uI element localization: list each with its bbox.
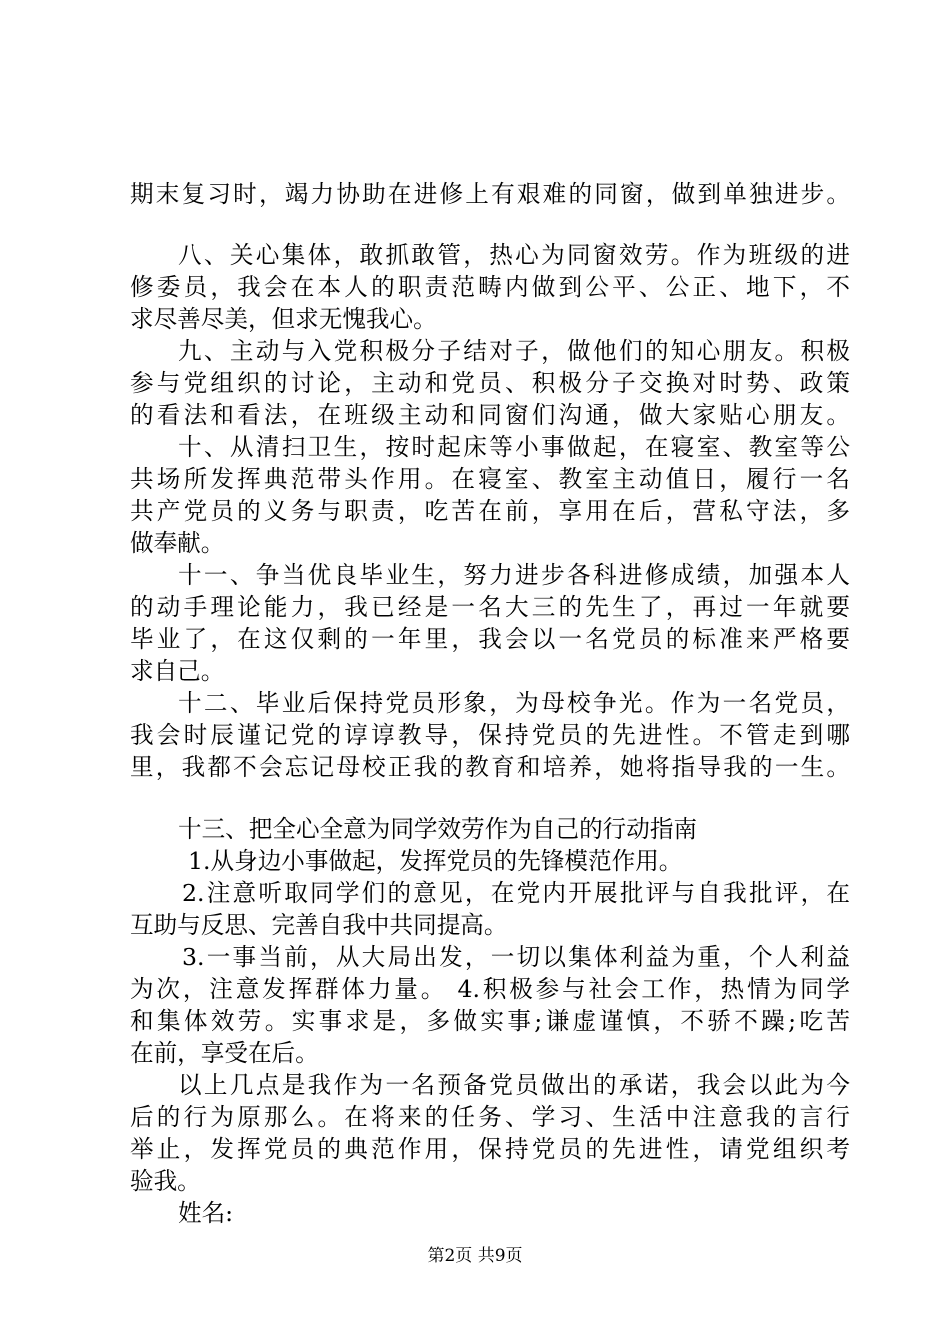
text-line: 参与党组织的讨论，主动和党员、积极分子交换对时势、政策 <box>130 369 850 397</box>
text-line: 求自己。 <box>130 657 225 685</box>
signature-name-label: 姓名: <box>178 1199 234 1227</box>
text-line: 求尽善尽美，但求无愧我心。 <box>130 305 437 333</box>
text-line: 做奉献。 <box>130 529 225 557</box>
text-line: 3.一事当前，从大局出发，一切以集体利益为重，个人利益 <box>182 943 850 971</box>
text-line: 十二、毕业后保持党员形象，为母校争光。作为一名党员， <box>178 689 850 717</box>
text-line: 的动手理论能力，我已经是一名大三的先生了，再过一年就要 <box>130 593 850 621</box>
text-line: 为次，注意发挥群体力量。 4.积极参与社会工作，热情为同学 <box>130 975 850 1003</box>
page-footer: 第2页 共9页 <box>427 1246 523 1266</box>
text-line: 举止，发挥党员的典范作用，保持党员的先进性，请党组织考 <box>130 1135 850 1163</box>
text-line: 1.从身边小事做起，发挥党员的先锋模范作用。 <box>188 847 683 875</box>
text-line: 共产党员的义务与职责，吃苦在前，享用在后，营私守法，多 <box>130 497 850 525</box>
text-line: 后的行为原那么。在将来的任务、学习、生活中注意我的言行 <box>130 1103 850 1131</box>
text-line: 共场所发挥典范带头作用。在寝室、教室主动值日，履行一名 <box>130 465 850 493</box>
text-line: 验我。 <box>130 1167 201 1195</box>
text-line: 修委员，我会在本人的职责范畴内做到公平、公正、地下，不 <box>130 273 850 301</box>
text-line: 毕业了，在这仅剩的一年里，我会以一名党员的标准来严格要 <box>130 625 850 653</box>
text-line: 九、主动与入党积极分子结对子，做他们的知心朋友。积极 <box>178 337 850 365</box>
text-line: 的看法和看法，在班级主动和同窗们沟通，做大家贴心朋友。 <box>130 401 850 429</box>
text-line: 2.注意听取同学们的意见，在党内开展批评与自我批评，在 <box>182 879 850 907</box>
text-line: 互助与反思、完善自我中共同提高。 <box>130 911 508 939</box>
text-line: 十三、把全心全意为同学效劳作为自己的行动指南 <box>178 815 698 843</box>
text-line: 我会时辰谨记党的谆谆教导，保持党员的先进性。不管走到哪 <box>130 721 850 749</box>
text-line: 和集体效劳。实事求是，多做实事;谦虚谨慎，不骄不躁;吃苦 <box>130 1007 850 1035</box>
text-line: 里，我都不会忘记母校正我的教育和培养，她将指导我的一生。 <box>130 753 850 781</box>
text-line: 期末复习时，竭力协助在进修上有艰难的同窗，做到单独进步。 <box>130 180 850 208</box>
text-line: 在前，享受在后。 <box>130 1039 319 1067</box>
text-line: 十、从清扫卫生，按时起床等小事做起，在寝室、教室等公 <box>178 433 850 461</box>
text-line: 十一、争当优良毕业生，努力进步各科进修成绩，加强本人 <box>178 561 850 589</box>
text-line: 八、关心集体，敢抓敢管，热心为同窗效劳。作为班级的进 <box>178 241 850 269</box>
text-line: 以上几点是我作为一名预备党员做出的承诺，我会以此为今 <box>178 1071 850 1099</box>
